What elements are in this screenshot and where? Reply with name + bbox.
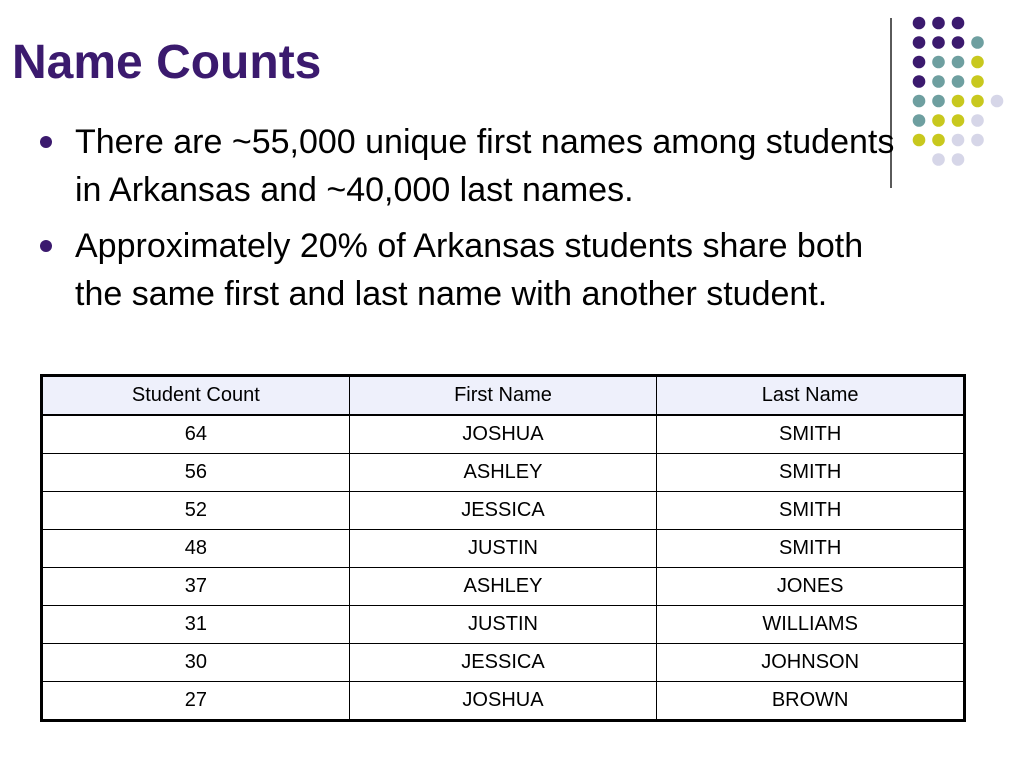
- bullet-icon: [40, 136, 52, 148]
- decorative-dot: [913, 17, 926, 30]
- table-cell: JONES: [657, 568, 965, 606]
- table-cell: JESSICA: [349, 644, 657, 682]
- decorative-dot: [932, 56, 945, 69]
- name-counts-table: [40, 374, 966, 722]
- decorative-dot: [952, 17, 965, 30]
- column-header: Last Name: [657, 376, 965, 416]
- decorative-dot: [952, 134, 965, 147]
- decorative-dot: [952, 153, 965, 166]
- table-row: [42, 644, 965, 682]
- table-cell: SMITH: [657, 530, 965, 568]
- table-cell: JESSICA: [349, 492, 657, 530]
- table-cell: 56: [42, 454, 350, 492]
- bullet-item: [36, 118, 916, 214]
- table-cell: 31: [42, 606, 350, 644]
- table-cell: SMITH: [657, 415, 965, 454]
- decorative-dot: [932, 75, 945, 88]
- table-header-row: [42, 376, 965, 416]
- table-row: [42, 454, 965, 492]
- table-row: [42, 415, 965, 454]
- bullet-list: [36, 118, 916, 326]
- decorative-dot: [932, 95, 945, 108]
- decorative-dot: [971, 134, 984, 147]
- decorative-dot: [952, 75, 965, 88]
- table-cell: 48: [42, 530, 350, 568]
- table-cell: JUSTIN: [349, 606, 657, 644]
- decorative-dot: [952, 114, 965, 127]
- decorative-dot: [971, 95, 984, 108]
- decorative-dot: [971, 114, 984, 127]
- decorative-dot: [932, 134, 945, 147]
- decorative-dot: [971, 56, 984, 69]
- table-cell: SMITH: [657, 454, 965, 492]
- table-row: [42, 682, 965, 721]
- bullet-item: [36, 222, 916, 318]
- slide-title: Name Counts: [12, 36, 322, 89]
- bullet-text: Approximately 20% of Arkansas students share both the same first and last name with another student.: [75, 227, 864, 313]
- column-header: First Name: [349, 376, 657, 416]
- decorative-dot: [913, 75, 926, 88]
- table-cell: JOSHUA: [349, 682, 657, 721]
- table-cell: BROWN: [657, 682, 965, 721]
- decorative-dot: [991, 95, 1004, 108]
- decorative-dot: [952, 56, 965, 69]
- table-cell: JUSTIN: [349, 530, 657, 568]
- table-cell: WILLIAMS: [657, 606, 965, 644]
- bullet-icon: [40, 240, 52, 252]
- bullet-text: There are ~55,000 unique first names among students in Arkansas and ~40,000 last names.: [75, 123, 895, 209]
- table-cell: 37: [42, 568, 350, 606]
- table-cell: 30: [42, 644, 350, 682]
- decorative-dot: [913, 36, 926, 49]
- decorative-dot: [971, 36, 984, 49]
- decorative-dot: [952, 95, 965, 108]
- decorative-dot: [932, 36, 945, 49]
- table-row: [42, 492, 965, 530]
- table-row: [42, 568, 965, 606]
- table-cell: SMITH: [657, 492, 965, 530]
- decorative-dot: [932, 114, 945, 127]
- table-cell: 52: [42, 492, 350, 530]
- decorative-dot: [913, 56, 926, 69]
- decorative-dot: [932, 153, 945, 166]
- decorative-dot: [952, 36, 965, 49]
- table-cell: JOHNSON: [657, 644, 965, 682]
- column-header: Student Count: [42, 376, 350, 416]
- table-cell: ASHLEY: [349, 454, 657, 492]
- table-cell: ASHLEY: [349, 568, 657, 606]
- table-row: [42, 606, 965, 644]
- table-cell: JOSHUA: [349, 415, 657, 454]
- table-cell: 27: [42, 682, 350, 721]
- decorative-dot: [971, 75, 984, 88]
- table-row: [42, 530, 965, 568]
- decorative-dot: [932, 17, 945, 30]
- table-cell: 64: [42, 415, 350, 454]
- decorative-dot: [913, 95, 926, 108]
